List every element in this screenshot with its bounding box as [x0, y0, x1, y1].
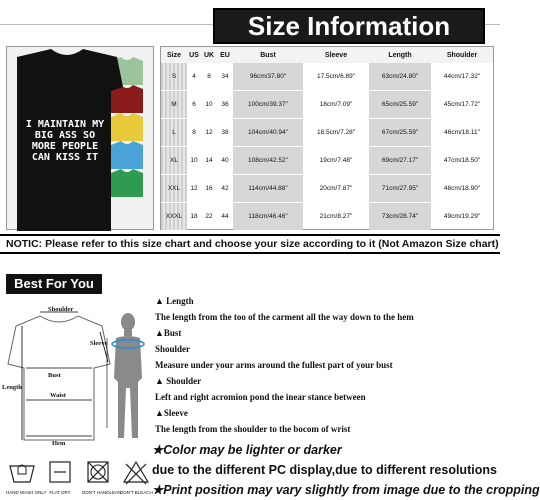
- size-cell: 42: [221, 185, 229, 192]
- mannequin-icon: [104, 308, 150, 448]
- size-notice: NOTIC: Please refer to this size chart and choose your size according to it (Not Amazon Size chart): [0, 234, 500, 254]
- size-cell: S: [161, 63, 187, 90]
- size-cell: 96cm/37.80": [233, 63, 303, 90]
- size-cell: 22: [205, 213, 213, 220]
- size-cell: 40: [221, 157, 229, 164]
- size-cell: 18cm/7.09": [319, 101, 353, 108]
- warning-display: due to the different PC display,due to different resolutions: [152, 463, 497, 477]
- size-cell: 18: [190, 213, 198, 220]
- size-cell: 44cm/17.32": [443, 73, 481, 80]
- header-eu: EU: [220, 51, 230, 59]
- size-cell: XL: [161, 147, 187, 174]
- size-cell: 38: [221, 129, 229, 136]
- size-cell: 118cm/46.46": [233, 203, 303, 230]
- size-cell: 8: [192, 129, 196, 136]
- size-cell: 44: [221, 213, 229, 220]
- do-not-tumble-dry-icon: [82, 458, 122, 498]
- size-row: [161, 119, 493, 146]
- size-cell: 100cm/39.37": [233, 91, 303, 118]
- page-title: Size Information: [213, 8, 485, 44]
- diagram-waist-label: Waist: [50, 392, 66, 399]
- size-row: [161, 203, 493, 230]
- size-table-header: [161, 47, 493, 63]
- size-cell: 73cm/28.74": [369, 203, 431, 230]
- header-size: Size: [166, 51, 181, 59]
- size-cell: 114cm/44.88": [233, 175, 303, 202]
- measure-bust-desc: Measure under your arms around the fullest part of your bust: [155, 360, 393, 370]
- size-table: [160, 46, 494, 230]
- measure-shoulder-title: ▲ Shoulder: [155, 376, 202, 386]
- size-cell: 20cm/7.87": [319, 185, 353, 192]
- variant-shirt: [111, 169, 143, 197]
- size-cell: XXXL: [161, 203, 187, 230]
- size-row: [161, 175, 493, 202]
- size-cell: 16: [205, 185, 213, 192]
- best-for-you-label: Best For You: [6, 274, 102, 294]
- measure-sleeve-desc: The length from the shoulder to the bocom of wrist: [155, 424, 351, 434]
- diagram-hem-label: Hem: [52, 440, 66, 447]
- header-shoulder: Shoulder: [446, 51, 478, 59]
- size-cell: 69cm/27.17": [369, 147, 431, 174]
- size-cell: 108cm/42.52": [233, 147, 303, 174]
- size-cell: 36: [221, 101, 229, 108]
- diagram-bust-label: Bust: [48, 372, 61, 379]
- measure-sleeve-title: ▲Sleeve: [155, 408, 188, 418]
- diagram-sleeve-label: Sleeve: [90, 340, 108, 347]
- care-label: DON'T BLEACH: [120, 490, 153, 495]
- diagram-shoulder-label: Shoulder: [48, 306, 74, 313]
- size-cell: 8: [207, 73, 211, 80]
- variant-shirt: [111, 141, 143, 169]
- header-bust: Bust: [260, 51, 276, 59]
- shirt-print-text: [21, 119, 109, 163]
- size-cell: 49cm/19.29": [443, 213, 481, 220]
- flat-dry-icon: [44, 458, 76, 498]
- size-cell: 104cm/40.94": [233, 119, 303, 146]
- header-uk: UK: [203, 51, 215, 59]
- header-us: US: [189, 51, 199, 59]
- size-cell: 14: [205, 157, 213, 164]
- size-row: [161, 63, 493, 90]
- size-cell: 48cm/18.90": [443, 185, 481, 192]
- size-cell: M: [161, 91, 187, 118]
- size-cell: 12: [205, 129, 213, 136]
- shirt-line: I MAINTAIN MY: [25, 119, 105, 130]
- size-cell: 65cm/25.59": [369, 91, 431, 118]
- measure-bust-subtitle: Shoulder: [155, 344, 191, 354]
- shirt-line: BIG ASS SO: [34, 130, 96, 141]
- measure-shoulder-desc: Left and right acromion pond the inear stance between: [155, 392, 366, 402]
- measure-bust-title: ▲Bust: [155, 328, 182, 338]
- size-cell: 6: [192, 101, 196, 108]
- warning-print: ★Print position may vary slightly from image due to the cropping: [152, 483, 540, 497]
- header-sleeve: Sleeve: [324, 51, 348, 59]
- size-cell: 63cm/24.80": [369, 63, 431, 90]
- product-image: [6, 46, 154, 230]
- size-cell: XXL: [161, 175, 187, 202]
- size-cell: 4: [192, 73, 196, 80]
- size-cell: 47cm/18.50": [443, 157, 481, 164]
- care-label: FLAT DRY: [49, 490, 71, 495]
- size-cell: 10: [190, 157, 198, 164]
- size-cell: 19cm/7.48": [319, 157, 353, 164]
- measurement-diagram: [2, 300, 116, 450]
- variant-shirt: [111, 113, 143, 141]
- hand-wash-icon: [6, 458, 47, 498]
- size-row: [161, 147, 493, 174]
- size-row: [161, 91, 493, 118]
- measure-length-title: ▲ Length: [155, 296, 194, 306]
- measure-length-desc: The length from the too of the carment all the way down to the hem: [155, 312, 414, 322]
- diagram-length-label: Length: [2, 384, 22, 391]
- care-label: DON'T HANDLEAN: [82, 490, 122, 495]
- size-cell: 21cm/8.27": [319, 213, 353, 220]
- size-cell: 46cm/18.11": [444, 129, 480, 136]
- size-cell: 67cm/25.59": [369, 119, 431, 146]
- size-cell: 18.5cm/7.28": [316, 129, 356, 136]
- size-cell: 12: [190, 185, 198, 192]
- shirt-line: MORE PEOPLE: [31, 141, 99, 152]
- header-length: Length: [388, 51, 412, 59]
- size-cell: 34: [221, 73, 229, 80]
- size-cell: 10: [205, 101, 213, 108]
- shirt-line: CAN KISS IT: [31, 152, 99, 163]
- size-cell: 45cm/17.72": [443, 101, 481, 108]
- care-label: HAND WASH ONLY: [6, 490, 47, 495]
- do-not-bleach-icon: [120, 458, 152, 498]
- warning-color: ★Color may be lighter or darker: [152, 443, 342, 457]
- size-cell: 17.5cm/6.89": [316, 73, 356, 80]
- size-cell: L: [161, 119, 187, 146]
- size-cell: 71cm/27.95": [369, 175, 431, 202]
